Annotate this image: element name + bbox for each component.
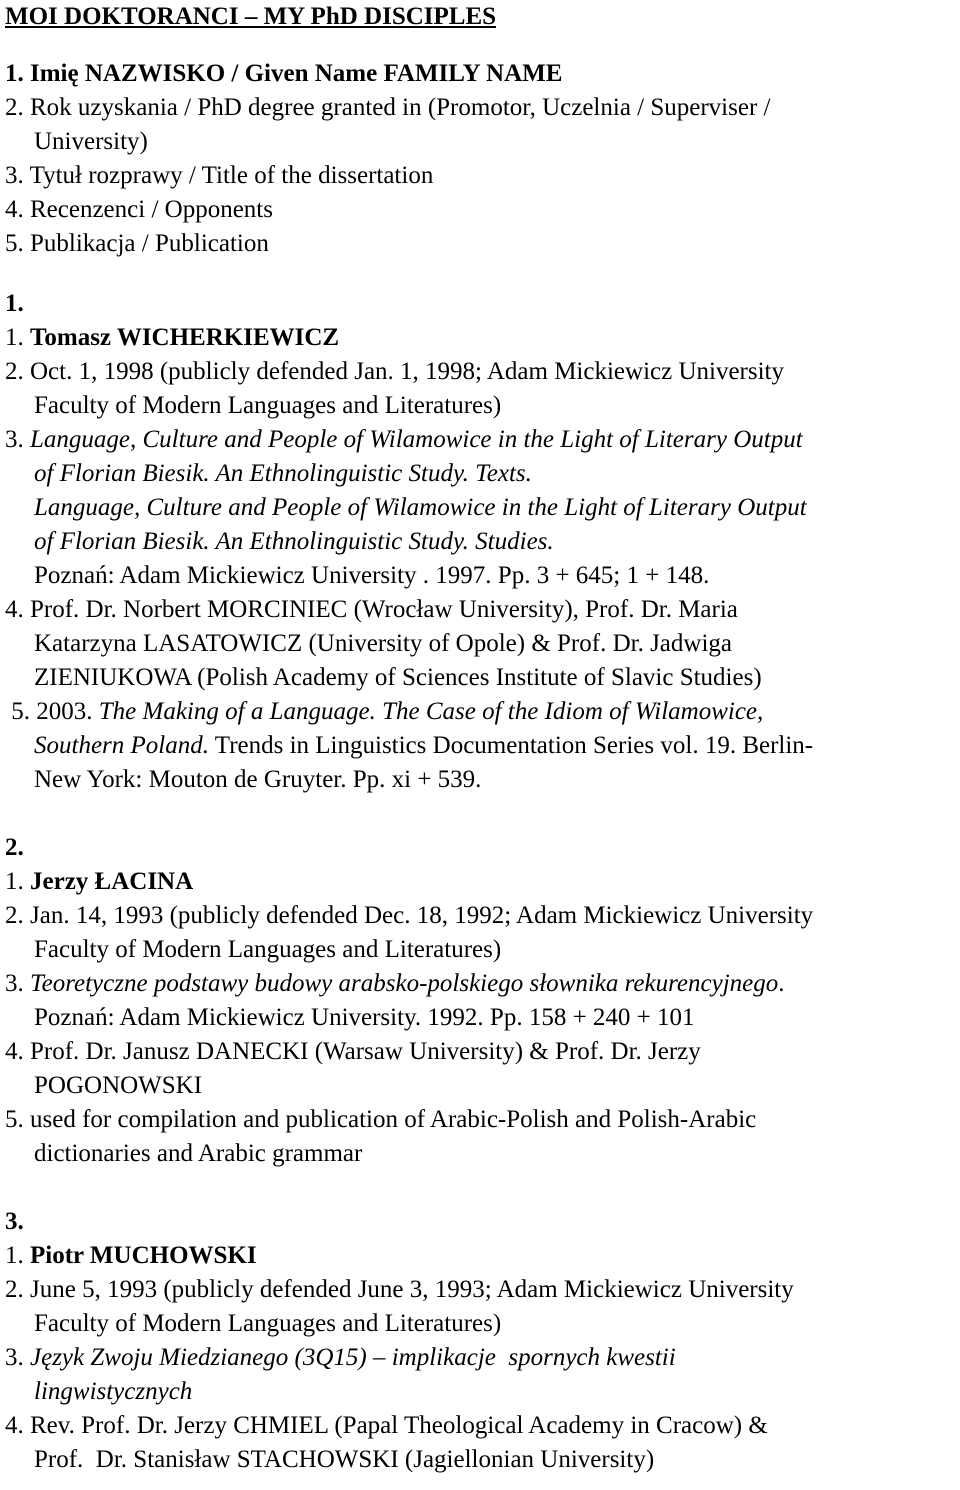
entry-title-line: 3. Teoretyczne podstawy budowy arabsko-polskiego słownika rekurencyjnego. — [5, 970, 785, 997]
entry-date-line: 2. Oct. 1, 1998 (publicly defended Jan. 1, 1998; Adam Mickiewicz University — [5, 358, 785, 385]
entry-date-continuation: Faculty of Modern Languages and Literatures) — [34, 1310, 502, 1337]
entry-opponents-continuation: POGONOWSKI — [34, 1072, 203, 1099]
entry-publication-line: 5. used for compilation and publication of Arabic-Polish and Polish-Arabic — [5, 1106, 757, 1133]
page-title: MOI DOKTORANCI – MY PhD DISCIPLES — [5, 3, 497, 30]
legend-item: 2. Rok uzyskania / PhD degree granted in (Promotor, Uczelnia / Superviser / — [5, 94, 771, 121]
entry-publication-continuation: dictionaries and Arabic grammar — [34, 1140, 363, 1167]
legend-item: 5. Publikacja / Publication — [5, 230, 269, 257]
entry-date-continuation: Faculty of Modern Languages and Literatures) — [34, 392, 502, 419]
entry-name-line: 1. Tomasz WICHERKIEWICZ — [5, 324, 340, 351]
entry-date-continuation: Faculty of Modern Languages and Literatures) — [34, 936, 502, 963]
spacer — [5, 261, 960, 287]
entry-1 — [5, 287, 960, 797]
legend-item-continuation: University) — [34, 128, 148, 155]
spacer — [5, 1171, 960, 1205]
entry-opponents-continuation: Prof. Dr. Stanisław STACHOWSKI (Jagiellonian University) — [34, 1446, 655, 1473]
legend-item: 1. Imię NAZWISKO / Given Name FAMILY NAME — [5, 60, 563, 87]
section-number: 1. — [5, 290, 24, 317]
entry-title-continuation: of Florian Biesik. An Ethnolinguistic Study. Studies. — [34, 528, 554, 555]
entry-3 — [5, 1205, 960, 1477]
entry-title-continuation: Language, Culture and People of Wilamowice in the Light of Literary Output — [34, 494, 807, 521]
entry-opponents-continuation: ZIENIUKOWA (Polish Academy of Sciences Institute of Slavic Studies) — [34, 664, 762, 691]
disciple-name: Piotr MUCHOWSKI — [30, 1242, 257, 1269]
entry-2 — [5, 831, 960, 1171]
entry-opponents-line: 4. Prof. Dr. Norbert MORCINIEC (Wrocław University), Prof. Dr. Maria — [5, 596, 738, 623]
legend — [5, 57, 960, 261]
spacer — [5, 797, 960, 831]
entry-date-line: 2. Jan. 14, 1993 (publicly defended Dec. 18, 1992; Adam Mickiewicz University — [5, 902, 814, 929]
entry-publication-continuation: Southern Poland. Trends in Linguistics Documentation Series vol. 19. Berlin- — [34, 732, 814, 759]
entry-opponents-line: 4. Rev. Prof. Dr. Jerzy CHMIEL (Papal Theological Academy in Cracow) & — [5, 1412, 768, 1439]
legend-item: 3. Tytuł rozprawy / Title of the dissertation — [5, 162, 434, 189]
entry-name-line: 1. Piotr MUCHOWSKI — [5, 1242, 257, 1269]
entry-opponents-line: 4. Prof. Dr. Janusz DANECKI (Warsaw University) & Prof. Dr. Jerzy — [5, 1038, 701, 1065]
entry-publication-continuation: New York: Mouton de Gruyter. Pp. xi + 539. — [34, 766, 482, 793]
section-number: 3. — [5, 1208, 24, 1235]
legend-item: 4. Recenzenci / Opponents — [5, 196, 273, 223]
entry-title-continuation: of Florian Biesik. An Ethnolinguistic Study. Texts. — [34, 460, 532, 487]
entry-name-line: 1. Jerzy ŁACINA — [5, 868, 194, 895]
entry-title-imprint: Poznań: Adam Mickiewicz University. 1992. Pp. 158 + 240 + 101 — [34, 1004, 695, 1031]
entry-title-line: 3. Język Zwoju Miedzianego (3Q15) – implikacje spornych kwestii — [5, 1344, 676, 1371]
disciple-name: Jerzy ŁACINA — [30, 868, 194, 895]
disciple-name: Tomasz WICHERKIEWICZ — [30, 324, 340, 351]
entry-publication-line: 5. 2003. The Making of a Language. The Case of the Idiom of Wilamowice, — [5, 698, 764, 725]
entry-title-imprint: Poznań: Adam Mickiewicz University . 1997. Pp. 3 + 645; 1 + 148. — [34, 562, 710, 589]
entry-date-line: 2. June 5, 1993 (publicly defended June 3, 1993; Adam Mickiewicz University — [5, 1276, 794, 1303]
section-number: 2. — [5, 834, 24, 861]
entry-opponents-continuation: Katarzyna LASATOWICZ (University of Opole) & Prof. Dr. Jadwiga — [34, 630, 732, 657]
entry-title-line: 3. Language, Culture and People of Wilamowice in the Light of Literary Output — [5, 426, 803, 453]
entry-title-continuation: lingwistycznych — [34, 1378, 193, 1405]
